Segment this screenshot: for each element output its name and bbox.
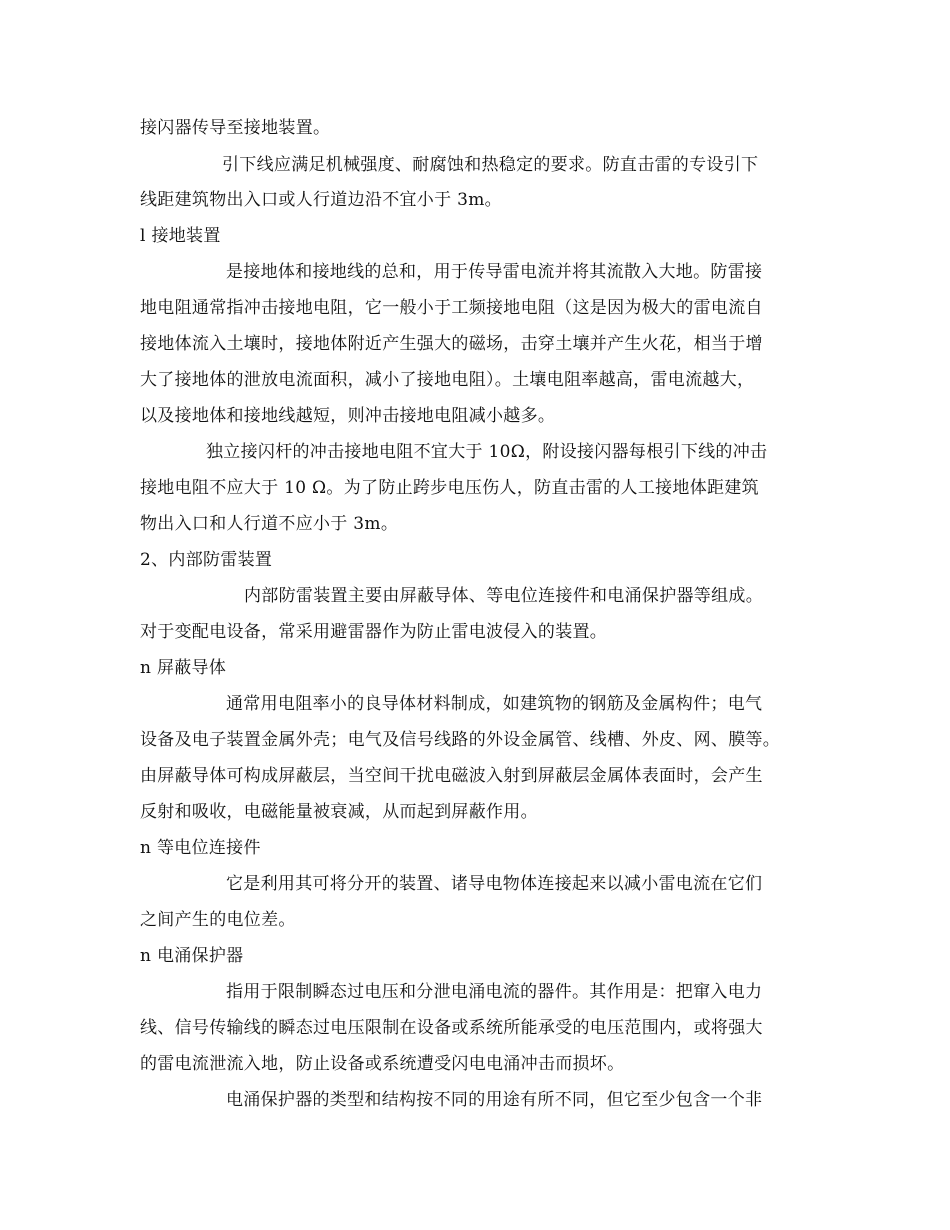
text-line: 由屏蔽导体可构成屏蔽层，当空间干扰电磁波入射到屏蔽层金属体表面时，会产生 [140,766,763,786]
text-line: 地电阻通常指冲击接地电阻，它一般小于工频接地电阻（这是因为极大的雷电流自 [140,298,763,318]
text-line: 接地体流入土壤时，接地体附近产生强大的磁场，击穿土壤并产生火花，相当于增 [140,334,763,354]
text-line: 是接地体和接地线的总和，用于传导雷电流并将其流散入大地。防雷接 [226,262,763,282]
section-heading: n 屏蔽导体 [140,658,227,678]
text-line: 以及接地体和接地线越短，则冲击接地电阻减小越多。 [140,406,556,426]
text-line: 它是利用其可将分开的装置、诸导电物体连接起来以减小雷电流在它们 [226,874,763,894]
text-line: 大了接地体的泄放电流面积，减小了接地电阻）。土壤电阻率越高，雷电流越大， [140,370,755,390]
text-line: 线、信号传输线的瞬态过电压限制在设备或系统所能承受的电压范围内，或将强大 [140,1018,763,1038]
section-heading: n 电涌保护器 [140,946,244,966]
text-line: 独立接闪杆的冲击接地电阻不宜大于 10Ω，附设接闪器每根引下线的冲击 [206,442,768,462]
text-line: 指用于限制瞬态过电压和分泄电涌电流的器件。其作用是：把窜入电力 [226,982,763,1002]
text-line: 对于变配电设备，常采用避雷器作为防止雷电波侵入的装置。 [140,622,608,642]
text-line: 物出入口和人行道不应小于 3m。 [140,514,399,534]
text-line: 设备及电子装置金属外壳；电气及信号线路的外设金属管、线槽、外皮、网、膜等。 [140,730,781,750]
text-line: 之间产生的电位差。 [140,910,296,930]
text-line: 接地电阻不应大于 10 Ω。为了防止跨步电压伤人，防直击雷的人工接地体距建筑 [140,478,759,498]
section-heading: n 等电位连接件 [140,838,261,858]
text-line: 线距建筑物出入口或人行道边沿不宜小于 3m。 [140,190,502,210]
section-heading: 2、内部防雷装置 [140,550,273,570]
text-line: 引下线应满足机械强度、耐腐蚀和热稳定的要求。防直击雷的专设引下 [222,155,759,175]
text-line: 电涌保护器的类型和结构按不同的用途有所不同，但它至少包含一个非 [226,1090,763,1110]
text-line: 反射和吸收，电磁能量被衰减，从而起到屏蔽作用。 [140,802,538,822]
text-line: 通常用电阻率小的良导体材料制成，如建筑物的钢筋及金属构件；电气 [226,694,763,714]
text-line: 内部防雷装置主要由屏蔽导体、等电位连接件和电涌保护器等组成。 [244,586,763,606]
text-line: 接闪器传导至接地装置。 [140,118,331,138]
text-line: 的雷电流泄流入地，防止设备或系统遭受闪电电涌冲击而损坏。 [140,1054,625,1074]
section-heading: l 接地装置 [140,226,221,246]
